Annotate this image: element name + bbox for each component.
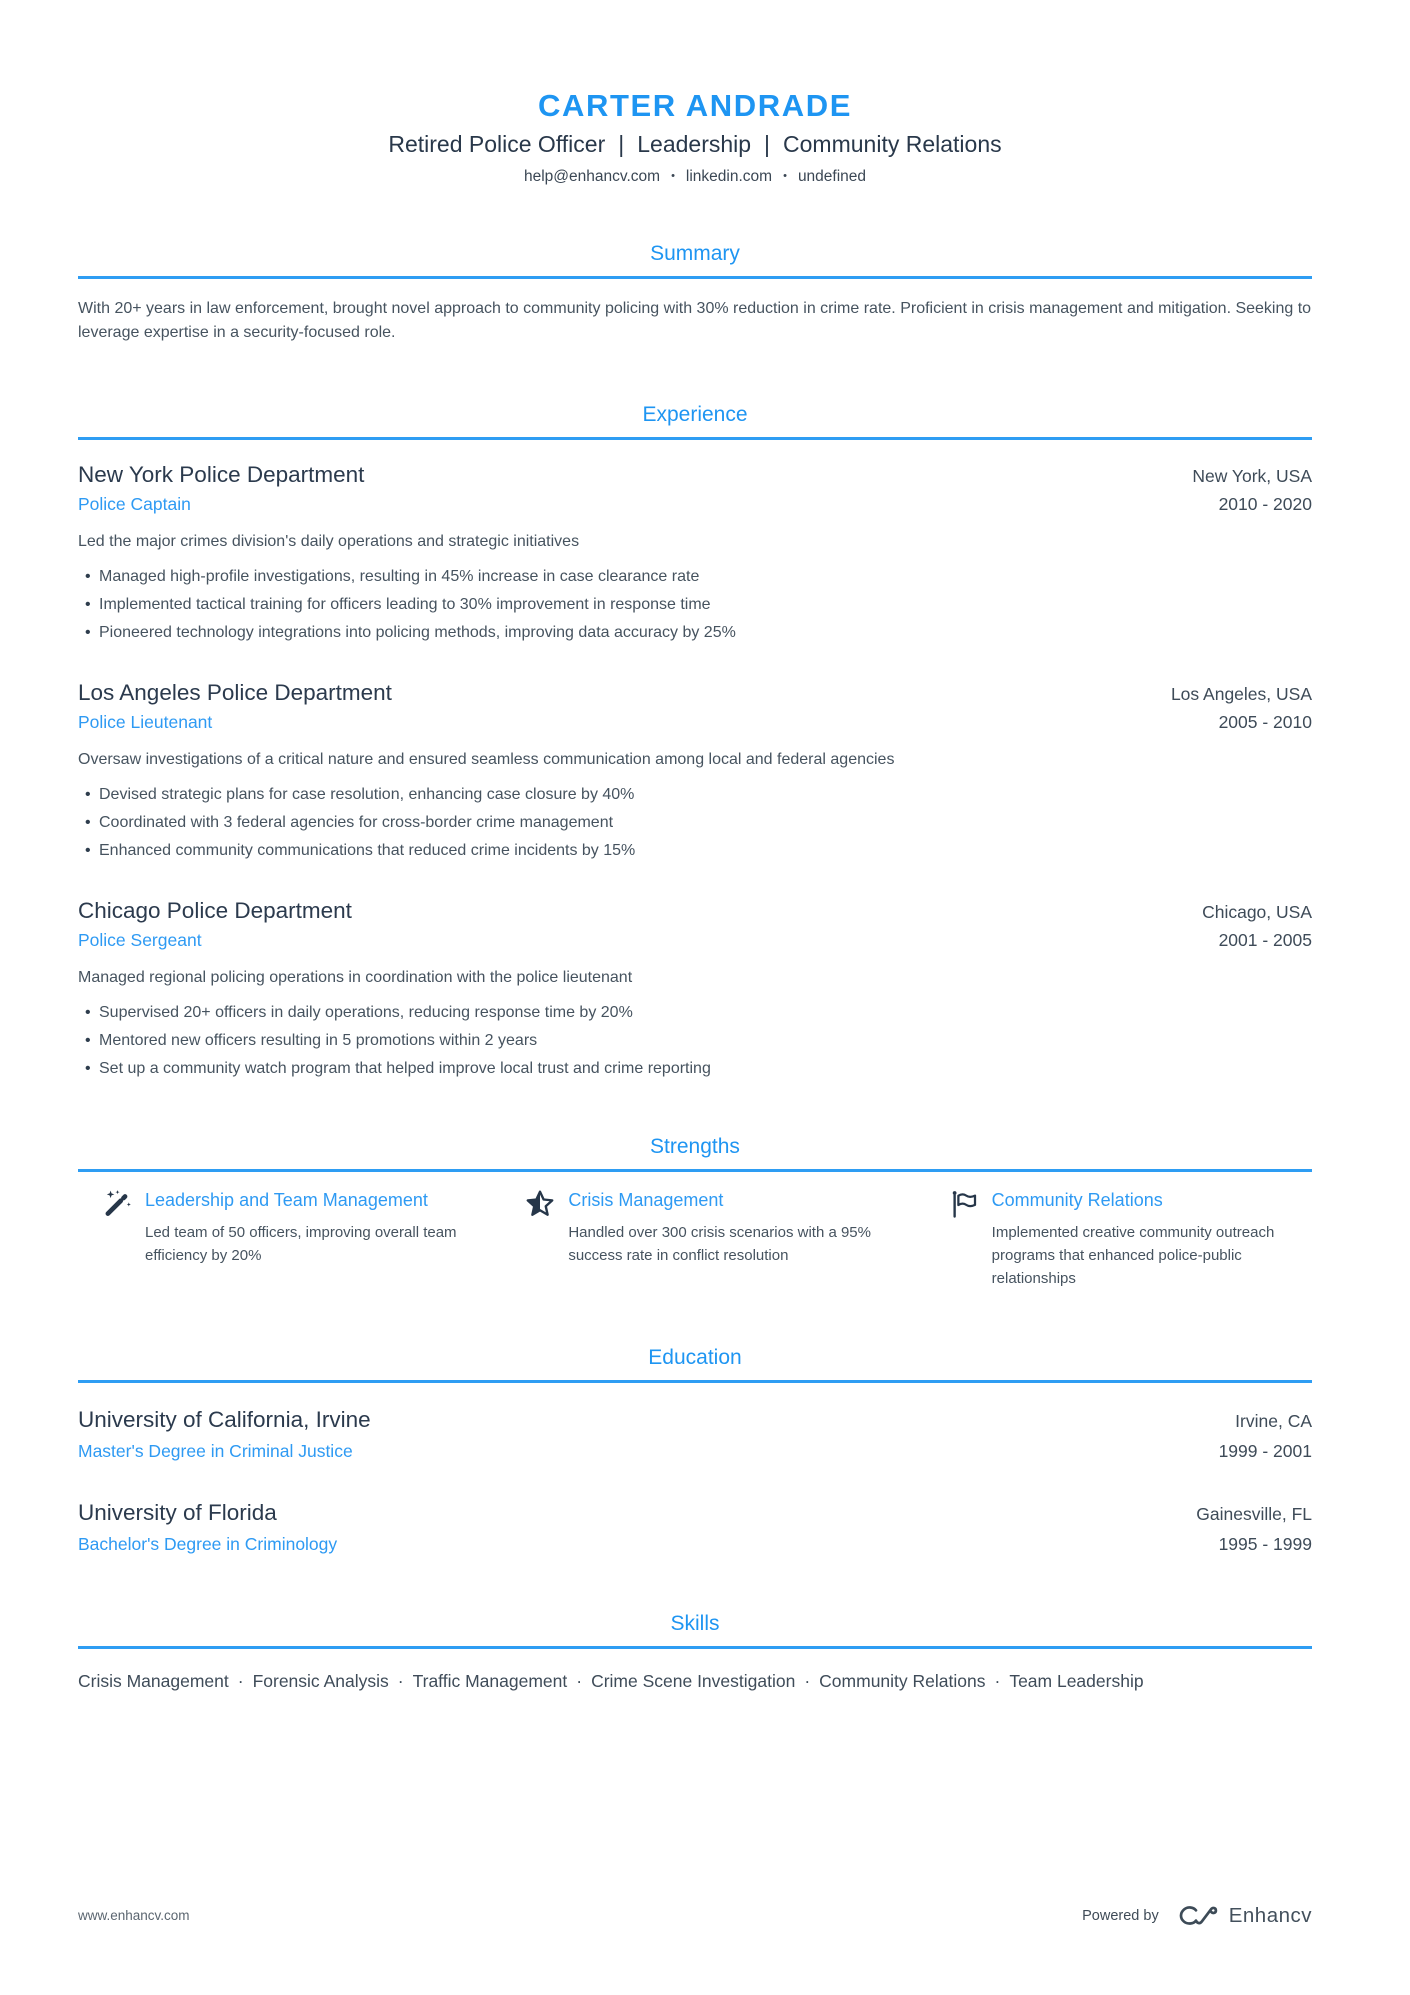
- strength-title: Community Relations: [991, 1190, 1163, 1210]
- enhancv-logo-icon[interactable]: [1173, 1902, 1221, 1929]
- candidate-name: CARTER ANDRADE: [537, 88, 853, 123]
- middot-separator: ·: [994, 1671, 1001, 1691]
- flag-icon: [949, 1189, 979, 1219]
- job-description: Managed regional policing operations in coordination with the police lieutenant: [78, 969, 633, 986]
- school-name: University of California, Irvine: [78, 1407, 371, 1432]
- strength-item: [102, 1189, 465, 1290]
- job-bullet: • Devised strategic plans for case resolution, enhancing case closure by 40%: [78, 781, 1312, 809]
- job-dates: 2001 - 2005: [1218, 930, 1312, 950]
- job-title: Police Lieutenant: [78, 712, 213, 732]
- strength-text: Implemented creative community outreach programs that enhanced police-public relationships: [991, 1224, 1275, 1287]
- skill-item: Crime Scene Investigation: [591, 1671, 796, 1691]
- company-location: Chicago, USA: [1202, 902, 1312, 922]
- pipe-separator: |: [618, 131, 625, 157]
- job-bullet: • Implemented tactical training for officers leading to 30% improvement in response time: [78, 591, 1312, 619]
- job-bullet-list: [78, 563, 1312, 647]
- experience-entry: [78, 462, 1312, 647]
- education-entry: [78, 1500, 1312, 1555]
- company-location: New York, USA: [1192, 466, 1312, 486]
- powered-by-label: Powered by: [1082, 1907, 1159, 1924]
- company-name: New York Police Department: [78, 462, 365, 487]
- degree-name: Bachelor's Degree in Criminology: [78, 1534, 338, 1554]
- company-name: Chicago Police Department: [78, 898, 352, 923]
- middot-separator: ·: [237, 1671, 244, 1691]
- education-section: [78, 1346, 1312, 1555]
- company-location: Los Angeles, USA: [1170, 684, 1312, 704]
- skill-item: Crisis Management: [78, 1671, 229, 1691]
- job-bullet: • Managed high-profile investigations, resulting in 45% increase in case clearance rate: [78, 563, 1312, 591]
- summary-heading: Summary: [78, 242, 1312, 279]
- strength-item: [525, 1189, 888, 1290]
- skills-list: [78, 1665, 1312, 1698]
- job-title: Police Captain: [78, 494, 191, 514]
- pipe-separator: |: [764, 131, 771, 157]
- skill-item: Forensic Analysis: [252, 1671, 389, 1691]
- strength-text: Handled over 300 crisis scenarios with a 95% success rate in conflict resolution: [568, 1224, 871, 1264]
- school-location: Gainesville, FL: [1196, 1504, 1312, 1524]
- job-description: Led the major crimes division's daily operations and strategic initiatives: [78, 533, 580, 550]
- degree-dates: 1995 - 1999: [1218, 1534, 1312, 1554]
- contact-email[interactable]: help@enhancv.com: [523, 168, 661, 185]
- summary-text: With 20+ years in law enforcement, brought novel approach to community policing with 30% reduction in crime rate. Proficient in crisis management and mitigation. Seeking to leverage expertise in a security-focused role.: [78, 300, 1312, 341]
- headline: [78, 131, 1312, 158]
- enhancv-website-link[interactable]: www.enhancv.com: [78, 1908, 190, 1923]
- job-dates: 2005 - 2010: [1218, 712, 1312, 732]
- job-dates: 2010 - 2020: [1218, 494, 1312, 514]
- magic-wand-icon: [102, 1189, 132, 1219]
- half-star-icon: [525, 1189, 555, 1219]
- school-name: University of Florida: [78, 1500, 277, 1525]
- job-bullet-list: [78, 781, 1312, 865]
- strengths-heading: Strengths: [78, 1135, 1312, 1172]
- experience-entry: [78, 898, 1312, 1083]
- degree-dates: 1999 - 2001: [1218, 1441, 1312, 1461]
- enhancv-brand-name[interactable]: Enhancv: [1228, 1903, 1312, 1927]
- middot-separator: ·: [804, 1671, 811, 1691]
- contact-website: undefined: [797, 168, 867, 185]
- company-name: Los Angeles Police Department: [78, 680, 392, 705]
- education-heading: Education: [78, 1346, 1312, 1383]
- contact-line: [78, 168, 1312, 186]
- contact-linkedin[interactable]: linkedin.com: [685, 168, 773, 185]
- job-bullet: • Pioneered technology integrations into policing methods, improving data accuracy by 25%: [78, 619, 1312, 647]
- job-bullet: • Mentored new officers resulting in 5 promotions within 2 years: [78, 1027, 1312, 1055]
- job-description: Oversaw investigations of a critical nature and ensured seamless communication among local and federal agencies: [78, 751, 895, 768]
- headline-part: Leadership: [637, 131, 752, 157]
- dot-separator: •: [783, 170, 787, 182]
- job-bullet: • Enhanced community communications that reduced crime incidents by 15%: [78, 837, 1312, 865]
- strength-title: Leadership and Team Management: [145, 1190, 428, 1210]
- skill-item: Community Relations: [819, 1671, 986, 1691]
- job-bullet: • Supervised 20+ officers in daily operations, reducing response time by 20%: [78, 999, 1312, 1027]
- education-entry: [78, 1407, 1312, 1462]
- powered-by: [1082, 1902, 1312, 1929]
- degree-name: Master's Degree in Criminal Justice: [78, 1441, 353, 1461]
- page-footer: [78, 1902, 1312, 1929]
- skill-item: Traffic Management: [412, 1671, 568, 1691]
- strength-title: Crisis Management: [568, 1190, 724, 1210]
- strength-text: Led team of 50 officers, improving overall team efficiency by 20%: [145, 1224, 457, 1264]
- resume-header: [78, 88, 1312, 186]
- job-bullet-list: [78, 999, 1312, 1083]
- job-title: Police Sergeant: [78, 930, 202, 950]
- job-bullet: • Coordinated with 3 federal agencies for cross-border crime management: [78, 809, 1312, 837]
- dot-separator: •: [671, 170, 675, 182]
- middot-separator: ·: [576, 1671, 583, 1691]
- skill-item: Team Leadership: [1009, 1671, 1144, 1691]
- experience-section: [78, 403, 1312, 1083]
- job-bullet: • Set up a community watch program that helped improve local trust and crime reporting: [78, 1055, 1312, 1083]
- strength-item: [949, 1189, 1312, 1290]
- skills-section: [78, 1612, 1312, 1698]
- skills-heading: Skills: [78, 1612, 1312, 1649]
- headline-part: Retired Police Officer: [388, 131, 606, 157]
- strengths-section: [78, 1135, 1312, 1290]
- summary-section: [78, 242, 1312, 344]
- headline-part: Community Relations: [783, 131, 1002, 157]
- experience-entry: [78, 680, 1312, 865]
- experience-heading: Experience: [78, 403, 1312, 440]
- middot-separator: ·: [397, 1671, 404, 1691]
- school-location: Irvine, CA: [1235, 1411, 1312, 1431]
